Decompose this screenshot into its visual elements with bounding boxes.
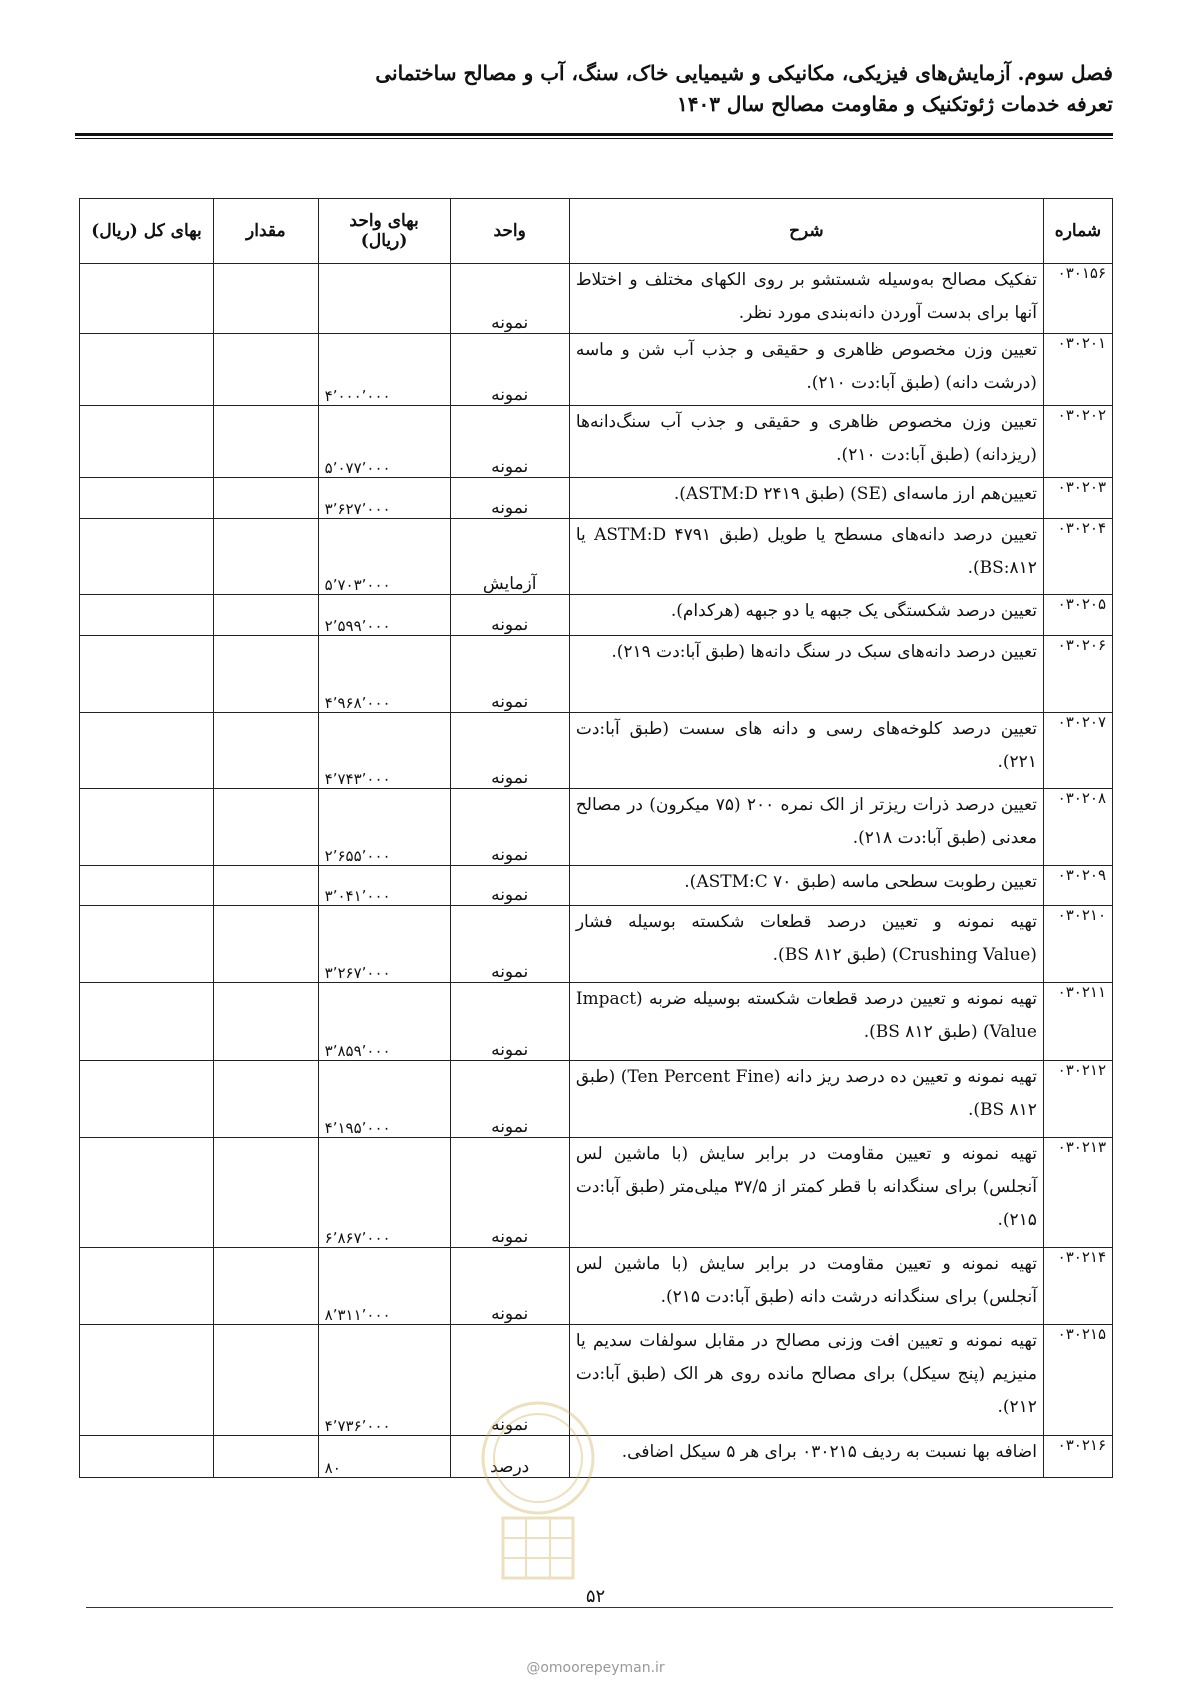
row-unit-price: ۴٬۱۹۵٬۰۰۰ xyxy=(318,1061,450,1138)
row-total xyxy=(80,595,214,636)
row-unit-price: ۵٬۰۷۷٬۰۰۰ xyxy=(318,406,450,478)
row-number: ۰۳۰۲۰۱ xyxy=(1043,334,1112,406)
row-number: ۰۳۰۲۰۴ xyxy=(1043,519,1112,595)
row-number: ۰۳۰۱۵۶ xyxy=(1043,264,1112,334)
row-quantity xyxy=(214,406,319,478)
price-table xyxy=(79,198,1113,1478)
row-total xyxy=(80,1325,214,1436)
row-quantity xyxy=(214,983,319,1061)
row-unit: نمونه xyxy=(450,1325,569,1436)
table-row xyxy=(80,636,1113,713)
row-description: تعیین‌هم ارز ماسه‌ای (SE) (طبق ASTM:D ۲۴۱۹). xyxy=(569,478,1043,519)
row-total xyxy=(80,1248,214,1325)
row-number: ۰۳۰۲۱۳ xyxy=(1043,1138,1112,1248)
row-unit: نمونه xyxy=(450,636,569,713)
table-row xyxy=(80,406,1113,478)
table-row xyxy=(80,866,1113,906)
row-total xyxy=(80,334,214,406)
row-description: تعیین درصد دانه‌های مسطح یا طویل (طبق ASTM:D ۴۷۹۱ یا BS:۸۱۲). xyxy=(569,519,1043,595)
row-unit-price: ۶٬۸۶۷٬۰۰۰ xyxy=(318,1138,450,1248)
header-rule-thick xyxy=(75,133,1113,136)
row-quantity xyxy=(214,595,319,636)
row-description: تهیه نمونه و تعیین ده درصد ریز دانه (Ten Percent Fine) (طبق BS ۸۱۲). xyxy=(569,1061,1043,1138)
row-unit-price: ۲٬۵۹۹٬۰۰۰ xyxy=(318,595,450,636)
row-quantity xyxy=(214,1248,319,1325)
document-title: تعرفه خدمات ژئوتکنیک و مقاومت مصالح سال ۱۴۰۳ xyxy=(676,92,1113,116)
row-description: تفکیک مصالح به‌وسیله شستشو بر روی الکهای مختلف و اختلاط آنها برای بدست آوردن دانه‌بندی مورد نظر. xyxy=(569,264,1043,334)
row-quantity xyxy=(214,1061,319,1138)
row-unit-price: ۸۰ xyxy=(318,1436,450,1478)
row-number: ۰۳۰۲۰۹ xyxy=(1043,866,1112,906)
row-unit-price: ۴٬۷۴۳٬۰۰۰ xyxy=(318,713,450,789)
page-header xyxy=(73,58,1113,120)
row-total xyxy=(80,713,214,789)
row-unit: نمونه xyxy=(450,789,569,866)
watermark-text: @omoorepeyman.ir xyxy=(526,1660,665,1676)
row-number: ۰۳۰۲۱۶ xyxy=(1043,1436,1112,1478)
row-total xyxy=(80,264,214,334)
row-description: تعیین درصد کلوخه‌های رسی و دانه های سست (طبق آبا:دت ۲۲۱). xyxy=(569,713,1043,789)
row-total xyxy=(80,789,214,866)
row-quantity xyxy=(214,906,319,983)
row-description: تهیه نمونه و تعیین مقاومت در برابر سایش (با ماشین لس آنجلس) برای سنگدانه درشت دانه (طبق آبا:دت ۲۱۵). xyxy=(569,1248,1043,1325)
row-number: ۰۳۰۲۰۳ xyxy=(1043,478,1112,519)
row-quantity xyxy=(214,334,319,406)
row-description: تهیه نمونه و تعیین افت وزنی مصالح در مقابل سولفات سدیم یا منیزیم (پنج سیکل) برای مصالح مانده روی هر الک (طبق آبا:دت ۲۱۲). xyxy=(569,1325,1043,1436)
row-total xyxy=(80,406,214,478)
row-number: ۰۳۰۲۰۵ xyxy=(1043,595,1112,636)
table-row xyxy=(80,1061,1113,1138)
table-row xyxy=(80,478,1113,519)
row-unit-price: ۸٬۳۱۱٬۰۰۰ xyxy=(318,1248,450,1325)
row-description: تعیین درصد شکستگی یک جبهه یا دو جبهه (هرکدام). xyxy=(569,595,1043,636)
row-unit-price: ۳٬۸۵۹٬۰۰۰ xyxy=(318,983,450,1061)
row-description: تعیین وزن مخصوص ظاهری و حقیقی و جذب آب سنگ‌دانه‌ها (ریزدانه) (طبق آبا:دت ۲۱۰). xyxy=(569,406,1043,478)
row-quantity xyxy=(214,1436,319,1478)
row-unit: نمونه xyxy=(450,1061,569,1138)
row-number: ۰۳۰۲۱۱ xyxy=(1043,983,1112,1061)
row-unit-price: ۳٬۶۲۷٬۰۰۰ xyxy=(318,478,450,519)
header-rule-thin xyxy=(75,138,1113,139)
row-unit: نمونه xyxy=(450,406,569,478)
row-description: تهیه نمونه و تعیین درصد قطعات شکسته بوسیله فشار (Crushing Value) (طبق BS ۸۱۲). xyxy=(569,906,1043,983)
row-number: ۰۳۰۲۱۰ xyxy=(1043,906,1112,983)
row-number: ۰۳۰۲۱۲ xyxy=(1043,1061,1112,1138)
row-unit-price: ۳٬۰۴۱٬۰۰۰ xyxy=(318,866,450,906)
row-quantity xyxy=(214,519,319,595)
header-quantity: مقدار xyxy=(214,199,319,264)
table-row xyxy=(80,713,1113,789)
row-unit: نمونه xyxy=(450,906,569,983)
page-number: ۵۲ xyxy=(585,1586,606,1607)
row-unit-price: ۴٬۰۰۰٬۰۰۰ xyxy=(318,334,450,406)
row-unit-price: ۳٬۲۶۷٬۰۰۰ xyxy=(318,906,450,983)
row-description: تهیه نمونه و تعیین مقاومت در برابر سایش (با ماشین لس آنجلس) برای سنگدانه با قطر کمتر از ۳۷/۵ میلی‌متر (طبق آبا:دت ۲۱۵). xyxy=(569,1138,1043,1248)
row-unit: نمونه xyxy=(450,595,569,636)
row-total xyxy=(80,983,214,1061)
chapter-title: فصل سوم. آزمایش‌های فیزیکی، مکانیکی و شیمیایی خاک، سنگ، آب و مصالح ساختمانی xyxy=(375,61,1113,85)
row-unit: نمونه xyxy=(450,478,569,519)
row-description: تهیه نمونه و تعیین درصد قطعات شکسته بوسیله ضربه (Impact Value) (طبق BS ۸۱۲). xyxy=(569,983,1043,1061)
row-total xyxy=(80,906,214,983)
table-header-row xyxy=(80,199,1113,264)
row-description: تعیین درصد دانه‌های سبک در سنگ دانه‌ها (طبق آبا:دت ۲۱۹). xyxy=(569,636,1043,713)
row-quantity xyxy=(214,789,319,866)
row-quantity xyxy=(214,478,319,519)
row-unit: درصد xyxy=(450,1436,569,1478)
row-number: ۰۳۰۲۰۸ xyxy=(1043,789,1112,866)
table-row xyxy=(80,519,1113,595)
row-unit: نمونه xyxy=(450,1248,569,1325)
row-quantity xyxy=(214,1138,319,1248)
row-total xyxy=(80,636,214,713)
header-unit-price: بهای واحد (ریال) xyxy=(318,199,450,264)
table-row xyxy=(80,1248,1113,1325)
table-row xyxy=(80,906,1113,983)
row-description: تعیین وزن مخصوص ظاهری و حقیقی و جذب آب شن و ماسه (درشت دانه) (طبق آبا:دت ۲۱۰). xyxy=(569,334,1043,406)
row-unit-price: ۴٬۹۶۸٬۰۰۰ xyxy=(318,636,450,713)
row-quantity xyxy=(214,713,319,789)
row-unit: نمونه xyxy=(450,1138,569,1248)
table-row xyxy=(80,595,1113,636)
row-unit: نمونه xyxy=(450,983,569,1061)
row-number: ۰۳۰۲۱۴ xyxy=(1043,1248,1112,1325)
row-number: ۰۳۰۲۰۷ xyxy=(1043,713,1112,789)
row-unit: نمونه xyxy=(450,866,569,906)
row-unit: نمونه xyxy=(450,264,569,334)
row-total xyxy=(80,519,214,595)
row-description: اضافه بها نسبت به ردیف ۰۳۰۲۱۵ برای هر ۵ سیکل اضافی. xyxy=(569,1436,1043,1478)
row-quantity xyxy=(214,1325,319,1436)
table-row xyxy=(80,1138,1113,1248)
row-description: تعیین درصد ذرات ریزتر از الک نمره ۲۰۰ (۷۵ میکرون) در مصالح معدنی (طبق آبا:دت ۲۱۸). xyxy=(569,789,1043,866)
table-row xyxy=(80,264,1113,334)
header-unit: واحد xyxy=(450,199,569,264)
row-unit: آزمایش xyxy=(450,519,569,595)
row-description: تعیین رطوبت سطحی ماسه (طبق ASTM:C ۷۰). xyxy=(569,866,1043,906)
row-total xyxy=(80,478,214,519)
row-quantity xyxy=(214,636,319,713)
row-total xyxy=(80,1061,214,1138)
row-unit-price xyxy=(318,264,450,334)
row-unit-price: ۵٬۷۰۳٬۰۰۰ xyxy=(318,519,450,595)
header-total: بهای کل (ریال) xyxy=(80,199,214,264)
row-quantity xyxy=(214,264,319,334)
row-total xyxy=(80,1138,214,1248)
row-unit-price: ۲٬۶۵۵٬۰۰۰ xyxy=(318,789,450,866)
header-description: شرح xyxy=(569,199,1043,264)
row-unit: نمونه xyxy=(450,713,569,789)
table-row xyxy=(80,983,1113,1061)
row-quantity xyxy=(214,866,319,906)
row-number: ۰۳۰۲۱۵ xyxy=(1043,1325,1112,1436)
footer-rule xyxy=(86,1607,1113,1608)
row-number: ۰۳۰۲۰۶ xyxy=(1043,636,1112,713)
header-number: شماره xyxy=(1043,199,1112,264)
row-number: ۰۳۰۲۰۲ xyxy=(1043,406,1112,478)
row-unit: نمونه xyxy=(450,334,569,406)
row-unit-price: ۴٬۷۳۶٬۰۰۰ xyxy=(318,1325,450,1436)
table-row xyxy=(80,334,1113,406)
row-total xyxy=(80,866,214,906)
table-row xyxy=(80,789,1113,866)
watermark-seal-icon xyxy=(478,1398,598,1598)
row-total xyxy=(80,1436,214,1478)
